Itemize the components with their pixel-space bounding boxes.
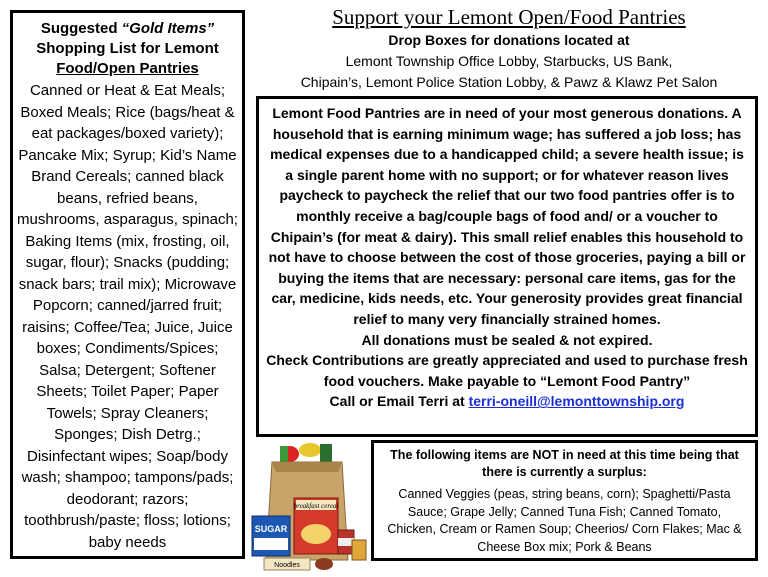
contact-prefix: Call or Email Terri at — [329, 393, 469, 410]
surplus-items: Canned Veggies (peas, string beans, corn); Spaghetti/Pasta Sauce; Grape Jelly; Canned Tuna Fish; Canned Tomato, Chicken, Cream or Ramen Soup; Cheerios/ Corn Flakes; Mac & Cheese Box mix; Pork & Beans — [387, 487, 742, 554]
surplus-heading: The following items are NOT in need at this time being that there is currently a surplus: — [390, 448, 739, 479]
sugar-label: SUGAR — [254, 524, 288, 534]
page-title: Support your Lemont Open/Food Pantries — [332, 5, 686, 29]
appeal-paragraph: Lemont Food Pantries are in need of your most generous donations. A household that is earning minimum wage; has suffered a job loss; has medical expenses due to a handicapped child; a severe health issue; is a single parent home with no support; or for whatever reason lives paycheck to paycheck the relief that our two food pantries offer is to monthly receive a bag/couple bags of food and/ or a voucher to Chipain’s (for meat & dairy). This small relief enables this household to not have to choose between the cost of those groceries, paying a bill or buying the items that are necessary: personal care items, gas for the car, medicine, kids needs, etc. Your generosity provides great financial relief to many very financially strained homes. — [268, 105, 746, 327]
title-prefix: Suggested — [40, 20, 122, 37]
surplus-items-box — [371, 440, 758, 561]
gold-items-shopping-list — [10, 10, 245, 559]
sealed-note: All donations must be sealed & not expired. — [361, 331, 653, 348]
email-link[interactable]: terri-oneill@lemonttownship.org — [468, 393, 685, 410]
grocery-bag-illustration — [250, 440, 368, 572]
check-contributions: Check Contributions are greatly appreciated and used to purchase fresh food vouchers. Make payable to “Lemont Food Pantry” — [266, 352, 748, 389]
shopping-list-title — [17, 19, 238, 79]
contact-line — [265, 391, 749, 412]
noodles-label: Noodles — [274, 562, 300, 569]
can-icon — [352, 540, 366, 560]
drop-boxes-locations-2: Chipain’s, Lemont Police Station Lobby, & Pawz & Klawz Pet Salon — [300, 74, 718, 90]
title-line-2: Shopping List for Lemont — [36, 40, 219, 57]
drop-boxes-locations-1: Lemont Township Office Lobby, Starbucks, US Bank, — [345, 53, 673, 69]
donation-appeal-box — [256, 96, 758, 437]
potato-icon — [315, 558, 333, 570]
header — [262, 4, 756, 93]
title-gold-items: “Gold Items” — [121, 20, 215, 37]
title-line-3: Food/Open Pantries — [56, 60, 199, 77]
cereal-box-label: breakfast cereal — [293, 502, 339, 510]
shopping-list-items: Canned or Heat & Eat Meals; Boxed Meals; Rice (bags/heat & eat packages/boxed variety); Pancake Mix; Syrup; Kid’s Name Brand Cereals; canned black beans, refried beans, mushrooms, asparagus, spinach; Baking Items (mix, frosting, oil, sugar, flour); Snacks (pudding; snack bars; trail mix); Microwave Popcorn; canned/jarred fruit; raisins; Coffee/Tea; Juice, Juice boxes; Condiments/Spices; Salsa; Detergent; Softener Sheets; Toilet Paper; Paper Towels; Spray Cleaners; Sponges; Dish Detrg.; Disinfectant wipes; Soap/body wash; shampoo; tampons/pads; deodorant; razors; toothbrush/paste; floss; lotions; baby needs — [17, 82, 238, 551]
grocery-bag-image — [250, 440, 368, 572]
drop-boxes-heading: Drop Boxes for donations located at — [388, 32, 630, 48]
banana-icon — [299, 443, 321, 457]
